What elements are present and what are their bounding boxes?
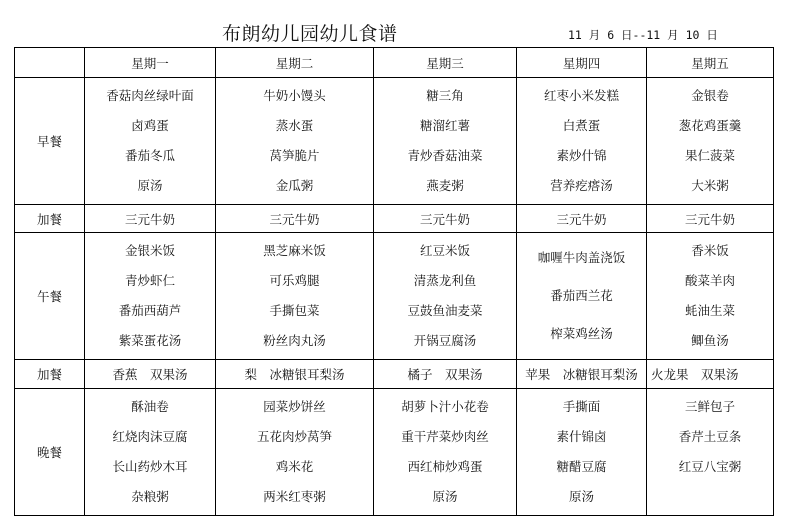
menu-cell: [216, 78, 374, 205]
dish: 原汤: [432, 489, 458, 504]
snack-cell: 火龙果 双果汤: [647, 360, 774, 389]
snack-cell: 香蕉 双果汤: [85, 360, 216, 389]
dish: 豆鼓鱼油麦菜: [407, 303, 483, 318]
dish: 番茄冬瓜: [124, 148, 175, 163]
dish: 鲫鱼汤: [691, 333, 729, 348]
menu-cell: [374, 78, 517, 205]
dish: 糖三角: [426, 88, 464, 103]
snack-cell: 三元牛奶: [517, 205, 647, 233]
dish: 开锅豆腐汤: [413, 333, 477, 348]
dish: 红枣小米发糕: [543, 88, 619, 103]
meal-label: 早餐: [15, 78, 85, 205]
dish: 金银卷: [691, 88, 729, 103]
meal-label: 晚餐: [15, 389, 85, 516]
dish: 素什锦卤: [556, 429, 607, 444]
dish: 牛奶小馒头: [263, 88, 326, 103]
dish: 酸菜羊肉: [684, 273, 735, 288]
meal-label: 加餐: [15, 205, 85, 233]
dish: 长山药炒木耳: [112, 459, 188, 474]
day-header: 星期四: [517, 48, 647, 78]
menu-cell: [517, 78, 647, 205]
menu-cell: [85, 233, 216, 360]
meal-label: 午餐: [15, 233, 85, 360]
menu-cell: [647, 389, 774, 516]
dish: 卤鸡蛋: [131, 118, 169, 133]
snack-cell: 苹果 冰糖银耳梨汤: [517, 360, 647, 389]
snack-cell: 三元牛奶: [374, 205, 517, 233]
dish: 鸡米花: [275, 459, 314, 474]
dish: 果仁菠菜: [684, 148, 735, 163]
day-header: 星期三: [374, 48, 517, 78]
dish: 手撕包菜: [269, 303, 320, 318]
day-header: 星期二: [216, 48, 374, 78]
menu-cell: [374, 389, 517, 516]
dish: 重干芹菜炒肉丝: [401, 429, 489, 444]
dish: 三鲜包子: [684, 399, 735, 414]
menu-table: [14, 47, 774, 516]
dish: 黑芝麻米饭: [263, 243, 326, 258]
day-header: 星期一: [85, 48, 216, 78]
dish: 金银米饭: [124, 243, 175, 258]
dish: 香芹土豆条: [678, 429, 742, 444]
snack-row-afternoon: [15, 360, 774, 389]
menu-cell: [374, 233, 517, 360]
dish: 酥油卷: [131, 399, 169, 414]
dish: 番茄西兰花: [550, 288, 613, 303]
dish: 五花肉炒莴笋: [256, 429, 332, 444]
breakfast-row: [15, 78, 774, 205]
dish: 原汤: [137, 178, 163, 193]
dish: 西红柿炒鸡蛋: [407, 459, 483, 474]
dish: 蚝油生菜: [684, 303, 735, 318]
dish: 香米饭: [691, 243, 729, 258]
dish: 番茄西葫芦: [118, 303, 182, 318]
menu-cell: [647, 233, 774, 360]
dish: 咖喱牛肉盖浇饭: [537, 250, 626, 265]
snack-cell: 梨 冰糖银耳梨汤: [216, 360, 374, 389]
dish: 手撕面: [562, 399, 601, 414]
dish: 香菇肉丝绿叶面: [106, 88, 194, 103]
dish: 糖醋豆腐: [556, 459, 607, 474]
meal-label: 加餐: [15, 360, 85, 389]
menu-cell: [517, 389, 647, 516]
header-row: [15, 48, 774, 78]
page-title: 布朗幼儿园幼儿食谱: [222, 23, 398, 45]
dish: 莴笋脆片: [269, 148, 320, 163]
dish: 青炒虾仁: [124, 273, 175, 288]
menu-cell: [85, 389, 216, 516]
dish: 青炒香菇油菜: [407, 148, 483, 163]
dish: 白煮蛋: [562, 118, 601, 133]
dish: 营养疙瘩汤: [550, 178, 613, 193]
dish: 胡萝卜汁小花卷: [401, 399, 489, 414]
snack-cell: 橘子 双果汤: [374, 360, 517, 389]
menu-cell: [216, 233, 374, 360]
date-range: 11 月 6 日--11 月 10 日: [568, 28, 718, 42]
dish: 红烧肉沫豆腐: [112, 429, 188, 444]
snack-row-morning: [15, 205, 774, 233]
dish: 紫菜蛋花汤: [118, 333, 182, 348]
snack-cell: 三元牛奶: [647, 205, 774, 233]
dinner-row: [15, 389, 774, 516]
dish: 大米粥: [691, 178, 729, 193]
dish: 粉丝肉丸汤: [263, 333, 326, 348]
lunch-row: [15, 233, 774, 360]
dish: 糖溜红薯: [419, 118, 470, 133]
menu-cell: [216, 389, 374, 516]
dish: 清蒸龙利鱼: [413, 273, 477, 288]
snack-cell: 三元牛奶: [216, 205, 374, 233]
dish: 红豆米饭: [419, 243, 470, 258]
dish: 金瓜粥: [275, 178, 314, 193]
dish: 原汤: [568, 489, 594, 504]
snack-cell: 三元牛奶: [85, 205, 216, 233]
dish: 杂粮粥: [131, 489, 169, 504]
dish: 蒸水蛋: [275, 118, 314, 133]
dish: 葱花鸡蛋羹: [678, 118, 742, 133]
menu-cell: [517, 233, 647, 360]
dish: 红豆八宝粥: [678, 459, 742, 474]
day-header: 星期五: [647, 48, 774, 78]
dish: 园菜炒饼丝: [263, 399, 326, 414]
menu-cell: [647, 78, 774, 205]
dish: 素炒什锦: [556, 148, 607, 163]
dish: 榨菜鸡丝汤: [550, 326, 613, 341]
corner-cell: [15, 48, 85, 78]
dish: 两米红枣粥: [263, 489, 326, 504]
dish: 燕麦粥: [426, 178, 464, 193]
menu-cell: [85, 78, 216, 205]
dish: 可乐鸡腿: [269, 273, 320, 288]
